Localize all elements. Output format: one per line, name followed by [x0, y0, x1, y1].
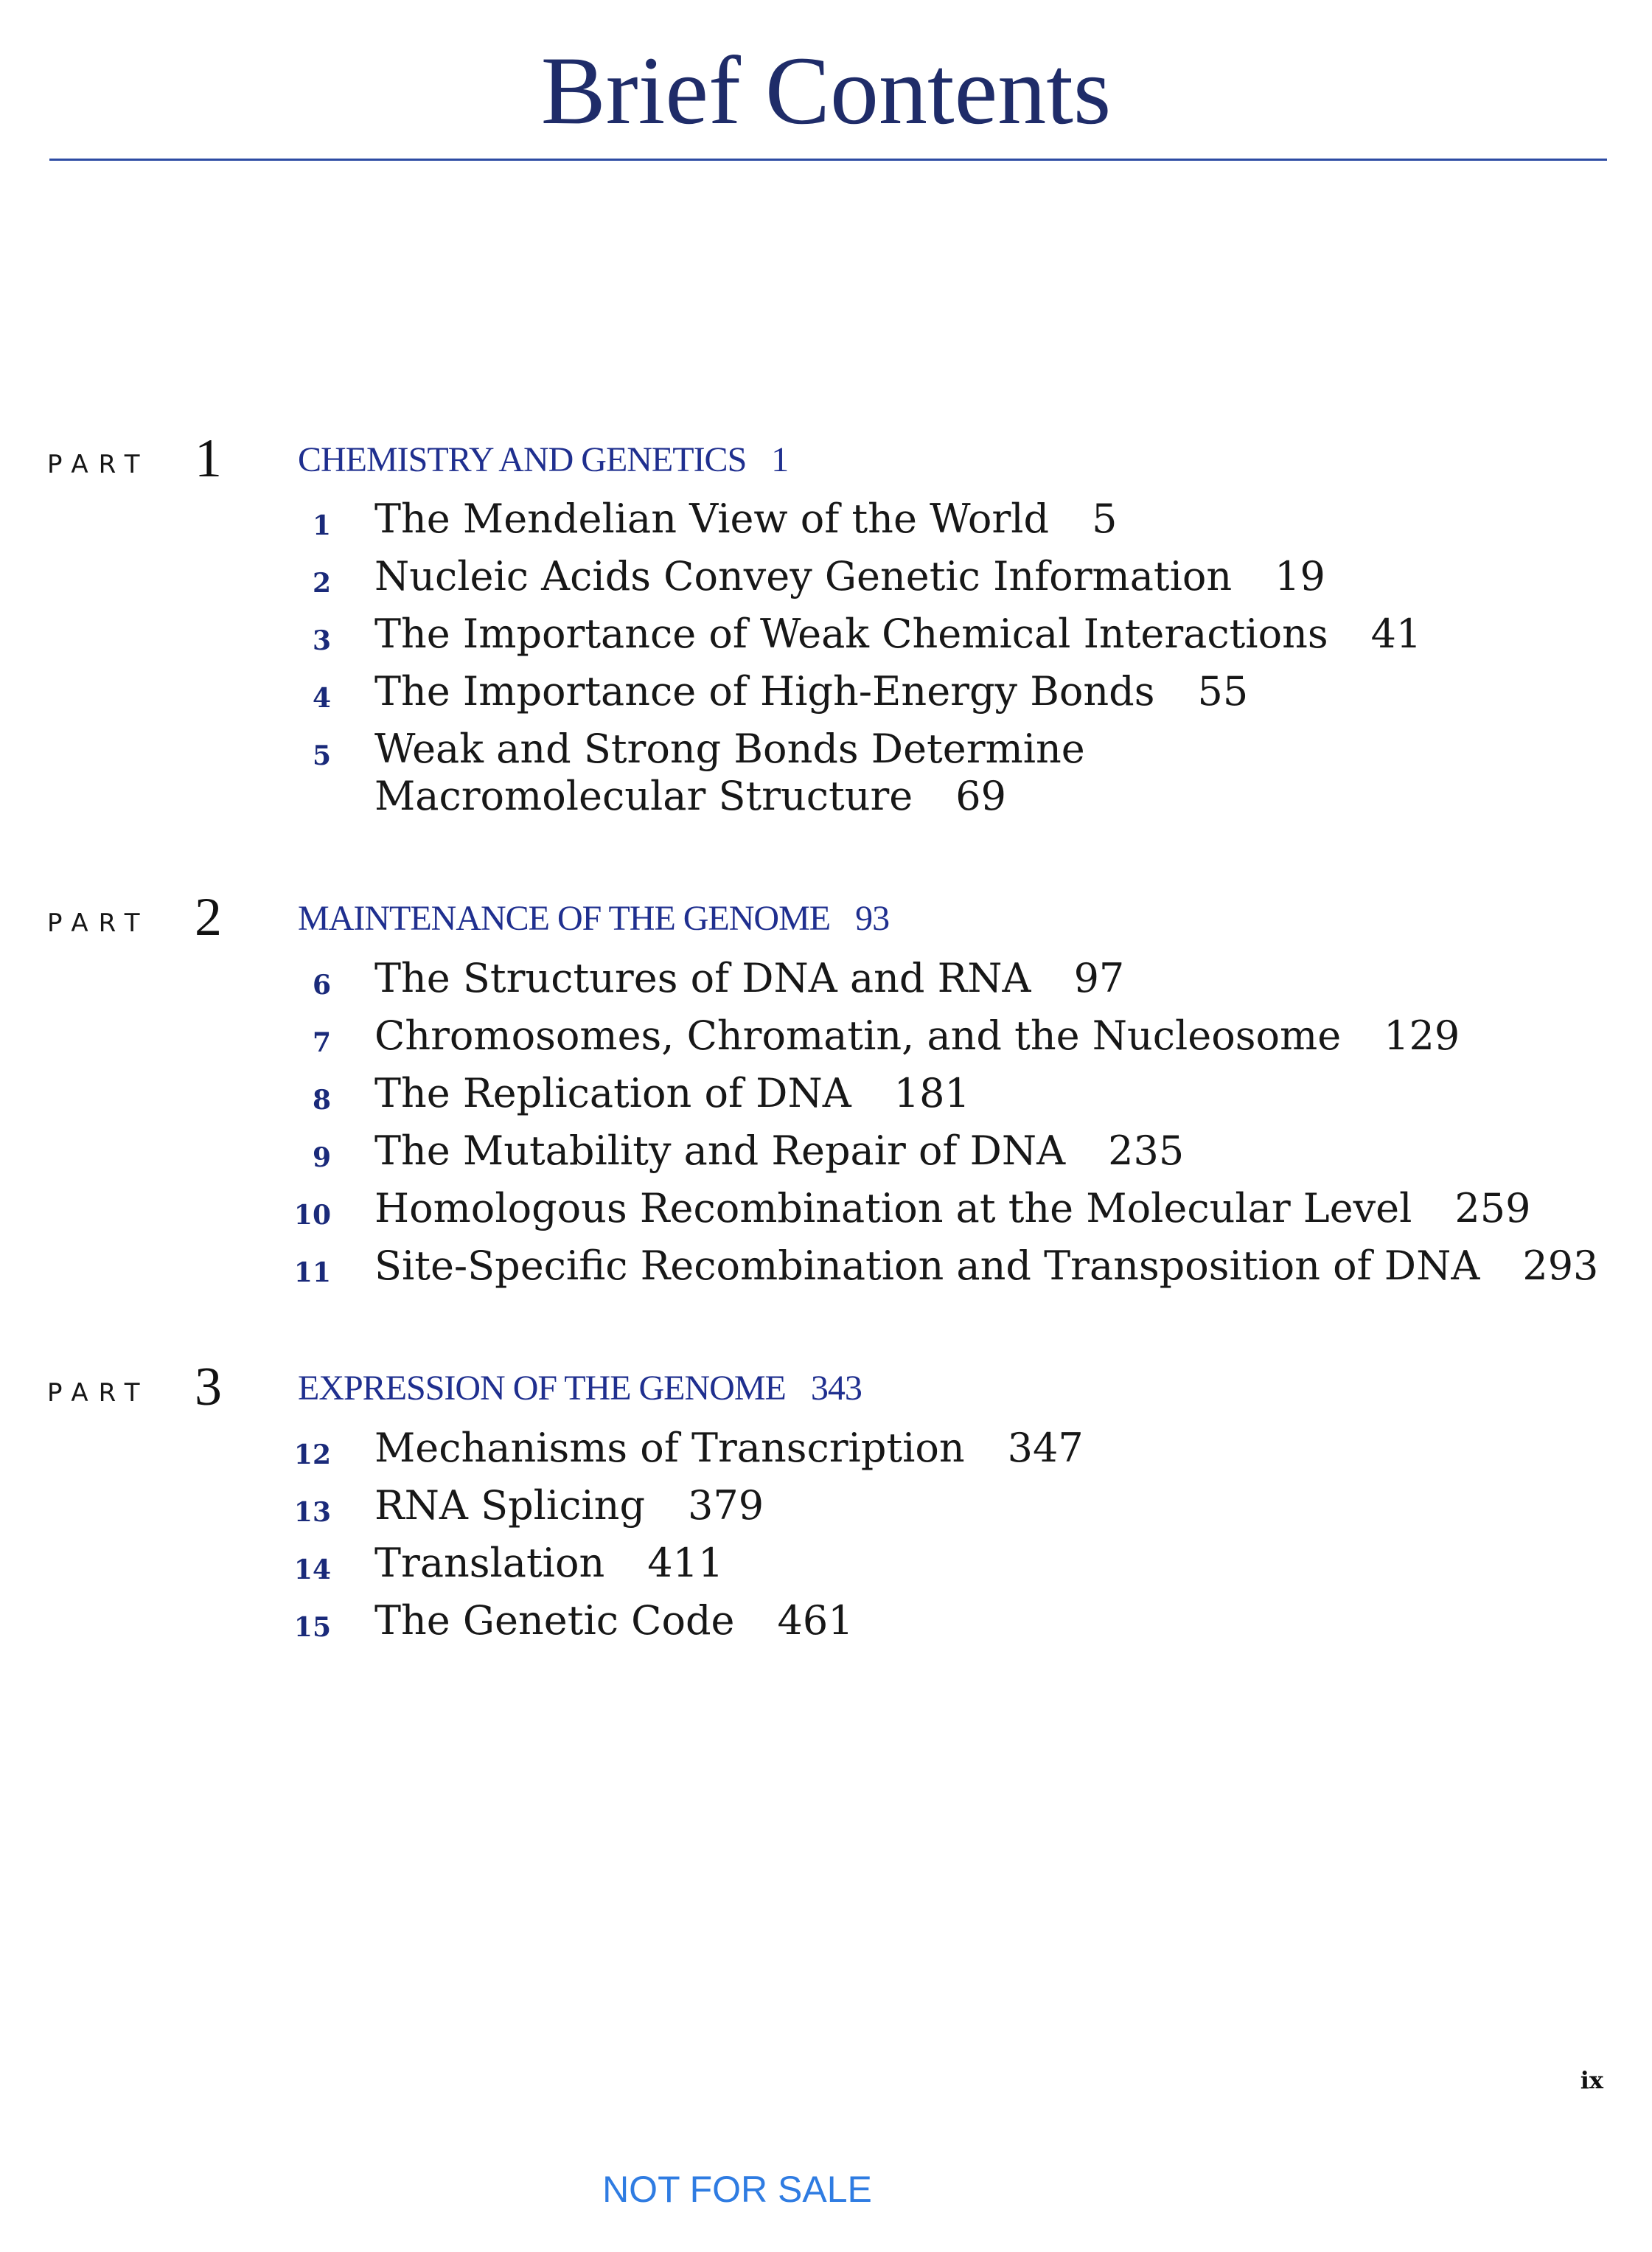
- chapter-title-text: The Structures of DNA and RNA: [374, 955, 1031, 1001]
- chapter-title: [374, 1538, 723, 1588]
- chapter-number: 4: [312, 683, 331, 714]
- page-folio: ix: [1580, 2066, 1603, 2094]
- chapter-title-text: Nucleic Acids Convey Genetic Information: [374, 553, 1233, 600]
- chapter-number: 6: [312, 970, 331, 1001]
- chapter-title-text: Macromolecular Structure: [374, 773, 913, 819]
- title-divider: [49, 159, 1607, 161]
- part-title-text: CHEMISTRY AND GENETICS: [298, 440, 747, 479]
- chapter-title: [374, 724, 1085, 774]
- chapter-title-text: The Importance of Weak Chemical Interactions: [374, 611, 1328, 657]
- chapter-title: [374, 1126, 1184, 1176]
- part-title: [298, 898, 889, 939]
- chapter-page: 5: [1092, 496, 1118, 542]
- part-number: 1: [195, 428, 222, 489]
- chapter-title: [374, 1068, 970, 1119]
- chapter-title: [374, 1423, 1084, 1473]
- part-title: [298, 439, 788, 480]
- chapter-number: 1: [312, 510, 331, 541]
- chapter-page: 347: [1007, 1425, 1084, 1471]
- chapter-title-text: The Mendelian View of the World: [374, 496, 1050, 542]
- chapter-page: 55: [1197, 668, 1249, 715]
- chapter-title-text: The Replication of DNA: [374, 1070, 851, 1116]
- chapter-title: [374, 609, 1421, 659]
- chapter-title-line2: [374, 771, 1006, 821]
- chapter-page: 181: [893, 1070, 970, 1116]
- chapter-page: 259: [1454, 1185, 1531, 1231]
- part-label: PART: [47, 1378, 150, 1408]
- part-title-text: MAINTENANCE OF THE GENOME: [298, 899, 831, 938]
- part-label: PART: [47, 908, 150, 938]
- chapter-number: 13: [293, 1497, 331, 1528]
- chapter-number: 2: [312, 568, 331, 599]
- part-label: PART: [47, 450, 150, 479]
- chapter-title: [374, 1184, 1530, 1234]
- chapter-page: 379: [688, 1482, 764, 1529]
- chapter-number: 7: [312, 1027, 331, 1058]
- chapter-title-text: The Mutability and Repair of DNA: [374, 1127, 1066, 1174]
- chapter-title-text: RNA Splicing: [374, 1482, 646, 1529]
- chapter-title-text: Homologous Recombination at the Molecular Level: [374, 1185, 1412, 1231]
- chapter-page: 293: [1522, 1243, 1599, 1289]
- part-title: [298, 1368, 862, 1408]
- chapter-number: 9: [312, 1142, 331, 1173]
- chapter-page: 41: [1370, 611, 1422, 657]
- chapter-number: 8: [312, 1085, 331, 1116]
- chapter-number: 15: [293, 1612, 331, 1643]
- chapter-title: [374, 1011, 1460, 1061]
- chapter-page: 129: [1384, 1012, 1460, 1059]
- chapter-title-text: Weak and Strong Bonds Determine: [374, 726, 1085, 772]
- chapter-page: 411: [647, 1540, 724, 1586]
- chapter-title: [374, 494, 1117, 544]
- chapter-title: [374, 1481, 764, 1531]
- part-page: 1: [771, 440, 789, 479]
- chapter-page: 97: [1073, 955, 1125, 1001]
- part-title-text: EXPRESSION OF THE GENOME: [298, 1369, 786, 1408]
- chapter-page: 235: [1108, 1127, 1185, 1174]
- chapter-title-text: The Importance of High-Energy Bonds: [374, 668, 1155, 715]
- chapter-number: 5: [312, 740, 331, 771]
- chapter-title-text: The Genetic Code: [374, 1597, 735, 1644]
- part-number: 2: [195, 887, 222, 948]
- part-page: 93: [855, 899, 890, 938]
- not-for-sale-watermark: NOT FOR SALE: [602, 2169, 872, 2210]
- chapter-title: [374, 953, 1124, 1004]
- chapter-title: [374, 1241, 1598, 1291]
- chapter-number: 14: [293, 1554, 331, 1585]
- chapter-number: 12: [293, 1439, 331, 1470]
- chapter-page: 19: [1275, 553, 1325, 600]
- chapter-title-text: Site-Specific Recombination and Transposition of DNA: [374, 1243, 1480, 1289]
- part-page: 343: [810, 1369, 862, 1408]
- part-number: 3: [195, 1357, 222, 1417]
- chapter-title: [374, 667, 1248, 717]
- chapter-number: 3: [312, 625, 331, 656]
- chapter-title-text: Chromosomes, Chromatin, and the Nucleosome: [374, 1012, 1342, 1059]
- chapter-title-text: Translation: [374, 1540, 605, 1586]
- chapter-number: 11: [293, 1257, 331, 1288]
- chapter-number: 10: [293, 1200, 331, 1231]
- chapter-page: 69: [955, 773, 1006, 819]
- chapter-page: 461: [777, 1597, 854, 1644]
- chapter-title: [374, 1596, 854, 1646]
- page-title: Brief Contents: [540, 36, 1112, 145]
- chapter-title-text: Mechanisms of Transcription: [374, 1425, 965, 1471]
- chapter-title: [374, 552, 1325, 602]
